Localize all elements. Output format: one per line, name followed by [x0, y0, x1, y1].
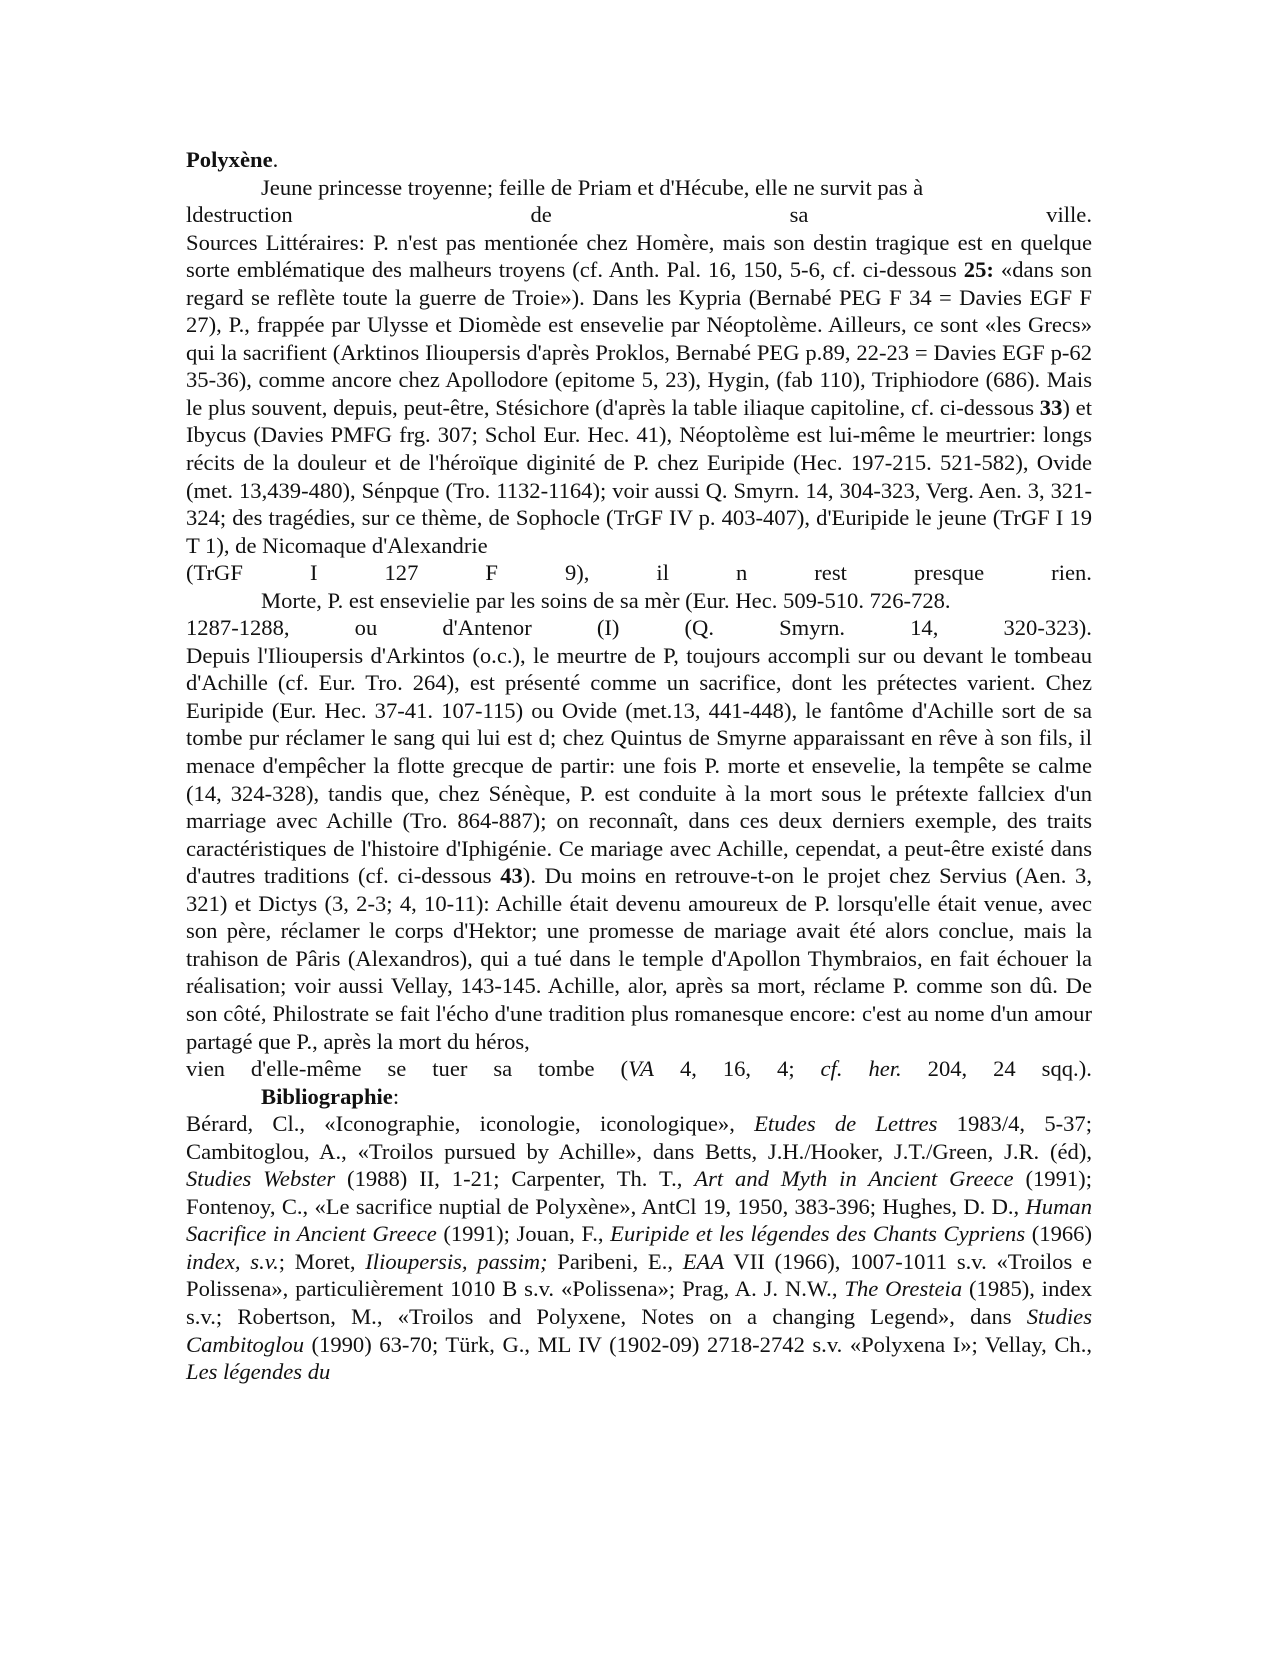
- bib-title: Studies Cambitoglou: [186, 1303, 1092, 1357]
- word-italic: cf.: [820, 1056, 843, 1082]
- word: vien: [186, 1056, 225, 1082]
- bib-title: Studies Webster: [186, 1166, 336, 1192]
- bib-segment: Paribeni, E.,: [547, 1248, 683, 1274]
- bib-title: EAA: [682, 1248, 725, 1274]
- document-page: [186, 146, 1092, 1386]
- word: d'Antenor: [442, 615, 532, 641]
- heading-colon: :: [392, 1083, 400, 1109]
- word: 4,: [679, 1056, 697, 1082]
- word: Smyrn.: [779, 615, 846, 641]
- bib-segment: Bérard, Cl., «Iconographie, iconologie, iconologique»,: [186, 1111, 755, 1137]
- depuis-last-line: [186, 1055, 1092, 1083]
- sources-text: «dans son regard se reflète toute la guerre de Troie»). Dans les Kypria (Bernabé PEG F 34 = Davies EGF F 27), P., frappée par Ulysse et Diomède est ensevelie par Néoptolème. Ailleurs, ce sont «les Grecs» qui la sacrifient (Arktinos Ilioupersis d'après Proklos, Bernabé PEG p.89, 22-23 = Davies EGF p-62 35-36), comme ancore chez Apollodore (epitome 5, 23), Hygin, (fab 110), Triphiodore (686). Mais le plus souvent, depuis, peut-être, Stésichore (d'après la table iliaque capitoline, cf. ci-dessous: [186, 257, 1092, 420]
- word: rien.: [1051, 560, 1092, 586]
- morte-line-justified: [186, 614, 1092, 642]
- word: 204,: [927, 1056, 968, 1082]
- word: de: [530, 202, 552, 228]
- title-period: .: [272, 147, 279, 172]
- word: 4;: [777, 1056, 795, 1082]
- word: I: [309, 560, 318, 586]
- depuis-text: ). Du moins en retrouve-t-on le projet chez Servius (Aen. 3, 321) et Dictys (3, 2-3; 4, 10-11): Achille était devenu amoureux de P. lorsqu'elle était venue, avec son père, réclamer le corps d'Hektor; une promesse de mariage avait été alors conclue, mais la trahison de Pâris (Alexandros), qui a tué dans le temple d'Apollon Thymbraios, en fait échouer la réalisation; voir aussi Vellay, 143-145. Achille, alor, après sa mort, réclame P. comme son dû. De son côté, Philostrate se fait l'écho d'une tradition plus romanesque encore: c'est au nome d'un amour partagé que P., après la mort du héros,: [186, 863, 1092, 1054]
- bib-title: Euripide et les légendes des Chants Cypriens: [610, 1221, 1026, 1247]
- depuis-text: Depuis l'Ilioupersis d'Arkintos (o.c.), le meurtre de P, toujours accompli sur ou devant le tombeau d'Achille (cf. Eur. Tro. 264), est présenté comme un sacrifice, dont les prétectes varient. Chez Euripide (Eur. Hec. 37-41. 107-115) ou Ovide (met.13, 441-448), le fantôme d'Achille sort de sa tombe pur réclamer le sang qui lui est d; chez Quintus de Smyrne apparaissant en rêve à son fils, il menace d'empêcher la flotte grecque de partir: une fois P. morte et ensevelie, la tempête se calme (14, 324-328), tandis que, chez Sénèque, P. est conduite à la mort sous le prétexte fallciex d'un marriage avec Achille (Tro. 864-887); on reconnaît, dans ces deux derniers exemple, des traits caractéristiques de l'histoire d'Iphigénie. Ce mariage avec Achille, cependat, a peut-être existé dans d'autres traditions (cf. ci-dessous: [186, 642, 1092, 889]
- bib-segment: ; Moret,: [278, 1248, 366, 1274]
- word: sqq.).: [1041, 1056, 1092, 1082]
- word-va: (VA: [620, 1056, 654, 1082]
- word: 1287-1288,: [186, 615, 290, 641]
- entry-title: Polyxène: [186, 147, 273, 172]
- sources-last-line: [186, 559, 1092, 587]
- word: (TrGF: [186, 560, 243, 586]
- morte-line: Morte, P. est ensevielie par les soins de sa mèr (Eur. Hec. 509-510. 726-728.: [261, 587, 951, 613]
- word: sa: [493, 1056, 513, 1082]
- intro-line-justified: [186, 201, 1092, 229]
- word: tuer: [432, 1056, 468, 1082]
- word: 24: [993, 1056, 1016, 1082]
- cross-ref-33: 33: [1039, 394, 1063, 420]
- word: sa: [789, 202, 809, 228]
- word: 14,: [910, 615, 939, 641]
- bib-segment: (1991); Jouan, F.,: [436, 1221, 611, 1247]
- bib-segment: VII (1966), 1007-1011 s.v. «Troilos e Polissena», particulièrement 1010 B s.v. «Polissena»; Prag, A. J. N.W.,: [186, 1248, 1092, 1302]
- word: F: [485, 560, 498, 586]
- word: d'elle-même: [250, 1056, 362, 1082]
- word: 16,: [722, 1056, 752, 1082]
- bib-segment: (1990) 63-70; Türk, G., ML IV (1902-09) 2718-2742 s.v. «Polyxena I»; Vellay, Ch.,: [304, 1331, 1092, 1357]
- sources-paragraph: [186, 229, 1092, 560]
- depuis-paragraph: [186, 642, 1092, 1055]
- bib-title: Ilioupersis, passim;: [365, 1248, 548, 1274]
- sources-text: ) et Ibycus (Davies PMFG frg. 307; Schol Eur. Hec. 41), Néoptolème est lui-même le meurtrier: longs récits de la douleur et de l'héroïque diginité de P. chez Euripide (Hec. 197-215. 521-582), Ovide (met. 13,439-480), Sénpque (Tro. 1132-1164); voir aussi Q. Smyrn. 14, 304-323, Verg. Aen. 3, 321-324; des tragédies, sur ce thème, de Sophocle (TrGF IV p. 403-407), d'Euripide le jeune (TrGF I 19 T 1), de Nicomaque d'Alexandrie: [186, 394, 1092, 558]
- word: il: [656, 560, 669, 586]
- cross-ref-43: 43: [500, 863, 523, 889]
- word: n: [735, 560, 748, 586]
- entry-title-line: [186, 146, 1092, 174]
- word: (Q.: [684, 615, 715, 641]
- word: ville.: [1046, 202, 1092, 228]
- bib-segment: (1991); Fontenoy, C., «Le sacrifice nuptial de Polyxène», AntCl 19, 1950, 383-396; Hughes, D. D.,: [186, 1166, 1092, 1219]
- bibliography-heading-line: [186, 1083, 1092, 1111]
- bib-segment: 1983/4, 5-37; Cambitoglou, A., «Troilos pursued by Achille», dans Betts, J.H./Hooker, J.T./Green, J.R. (éd),: [186, 1111, 1093, 1164]
- bib-segment: (1966): [1025, 1221, 1092, 1247]
- word: presque: [913, 560, 985, 586]
- word: tombe: [538, 1056, 595, 1082]
- word-italic: her.: [868, 1056, 902, 1082]
- bib-title: index, s.v.: [186, 1248, 279, 1274]
- word-italic-part: VA: [628, 1056, 654, 1082]
- bib-segment: (1985), index s.v.; Robertson, M., «Troilos and Polyxene, Notes on a changing Legend», dans: [186, 1276, 1092, 1329]
- word: se: [387, 1056, 407, 1082]
- bib-title: Art and Myth in Ancient Greece: [694, 1166, 1014, 1192]
- bibliography-heading: Bibliographie: [261, 1083, 393, 1109]
- intro-line: Jeune princesse troyenne; feille de Priam et d'Hécube, elle ne survit pas à: [261, 174, 924, 200]
- bib-title: The Oresteia: [844, 1276, 963, 1302]
- cross-ref-25: 25:: [963, 257, 994, 283]
- word: 320-323).: [1003, 615, 1092, 641]
- word: (I): [596, 615, 620, 641]
- bib-title: Human Sacrifice in Ancient Greece: [186, 1193, 1092, 1247]
- word: 127: [384, 560, 419, 586]
- sources-text: Sources Littéraires: P. n'est pas mentionée chez Homère, mais son destin tragique est en quelque sorte emblématique des malheurs troyens (cf. Anth. Pal. 16, 150, 5-6, cf. ci-dessous: [186, 229, 1092, 283]
- bib-title: Les légendes du: [186, 1359, 331, 1385]
- word: rest: [814, 560, 847, 586]
- word: ldestruction: [186, 202, 293, 228]
- bib-segment: (1988) II, 1-21; Carpenter, Th. T.,: [335, 1166, 695, 1192]
- word: ou: [354, 615, 378, 641]
- word: 9),: [564, 560, 590, 586]
- bibliography-paragraph: [186, 1110, 1092, 1385]
- bib-title: Etudes de Lettres: [754, 1111, 938, 1137]
